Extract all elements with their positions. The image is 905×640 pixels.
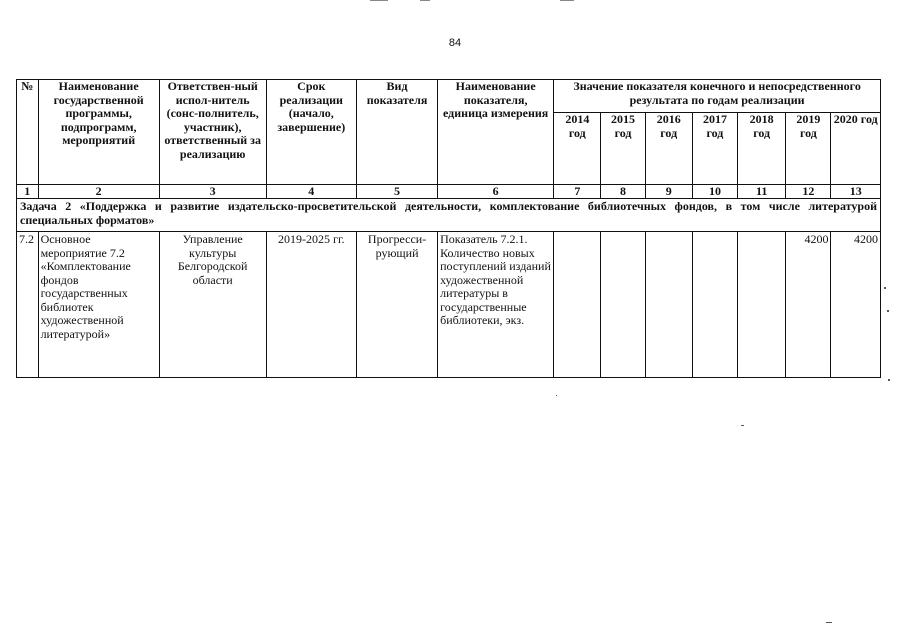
header-period: Срок реализации (начало, завершение)	[266, 80, 356, 185]
header-indicator-type: Вид показателя	[356, 80, 437, 185]
header-year: 2016 год	[645, 113, 692, 185]
row-value-2015	[601, 232, 645, 378]
scan-speck	[887, 310, 889, 312]
column-number: 7	[554, 185, 601, 199]
column-number: 11	[738, 185, 786, 199]
column-number: 3	[159, 185, 266, 199]
scan-mark	[420, 0, 430, 1]
header-year: 2018 год	[738, 113, 786, 185]
row-executor: Управление культуры Белгородской области	[159, 232, 266, 378]
row-indicator-name: Показатель 7.2.1. Количество новых поступлений изданий художественной литературы в государственные библиотеки, экз.	[438, 232, 554, 378]
column-number: 6	[438, 185, 554, 199]
header-values-title: Значение показателя конечного и непосредственного результата по годам реализации	[554, 80, 881, 113]
column-number: 4	[266, 185, 356, 199]
header-year: 2017 год	[692, 113, 737, 185]
header-number: №	[17, 80, 39, 185]
header-indicator-name: Наименование показателя, единица измерения	[438, 80, 554, 185]
column-number: 12	[786, 185, 831, 199]
header-year: 2014 год	[554, 113, 601, 185]
header-row	[17, 80, 881, 113]
column-number: 8	[601, 185, 645, 199]
column-number: 13	[831, 185, 881, 199]
header-year: 2019 год	[786, 113, 831, 185]
scan-speck	[826, 622, 832, 623]
row-number: 7.2	[17, 232, 39, 378]
column-number: 10	[692, 185, 737, 199]
column-number: 1	[17, 185, 39, 199]
header-program-name: Наименование государственной программы, подпрограмм, мероприятий	[38, 80, 159, 185]
scan-speck	[741, 425, 744, 426]
scan-mark	[560, 0, 574, 1]
program-table	[16, 79, 881, 378]
scan-speck	[884, 287, 886, 289]
row-value-2017	[692, 232, 737, 378]
header-year: 2020 год	[831, 113, 881, 185]
row-value-2016	[645, 232, 692, 378]
row-value-2020: 4200	[831, 232, 881, 378]
column-number: 5	[356, 185, 437, 199]
column-number: 9	[645, 185, 692, 199]
task-row	[17, 199, 881, 232]
scan-speck	[888, 379, 890, 381]
row-program-name: Основное мероприятие 7.2 «Комплектование фондов государственных библиотек художественной литературой»	[38, 232, 159, 378]
scan-speck	[556, 395, 557, 396]
table-row	[17, 232, 881, 378]
header-year: 2015 год	[601, 113, 645, 185]
row-value-2014	[554, 232, 601, 378]
task-title: Задача 2 «Поддержка и развитие издательско-просветительской деятельности, комплектование библиотечных фондов, в том числе литературой специальных форматов»	[17, 199, 881, 232]
scan-mark	[370, 0, 388, 1]
header-executor: Ответствен-ный испол-нитель (сонс-полнитель, участник), ответственный за реализацию	[159, 80, 266, 185]
row-period: 2019-2025 гг.	[266, 232, 356, 378]
column-number-row	[17, 185, 881, 199]
row-value-2018	[738, 232, 786, 378]
page-number: 84	[448, 37, 462, 49]
column-number: 2	[38, 185, 159, 199]
row-value-2019: 4200	[786, 232, 831, 378]
row-indicator-type: Прогресси-рующий	[356, 232, 437, 378]
